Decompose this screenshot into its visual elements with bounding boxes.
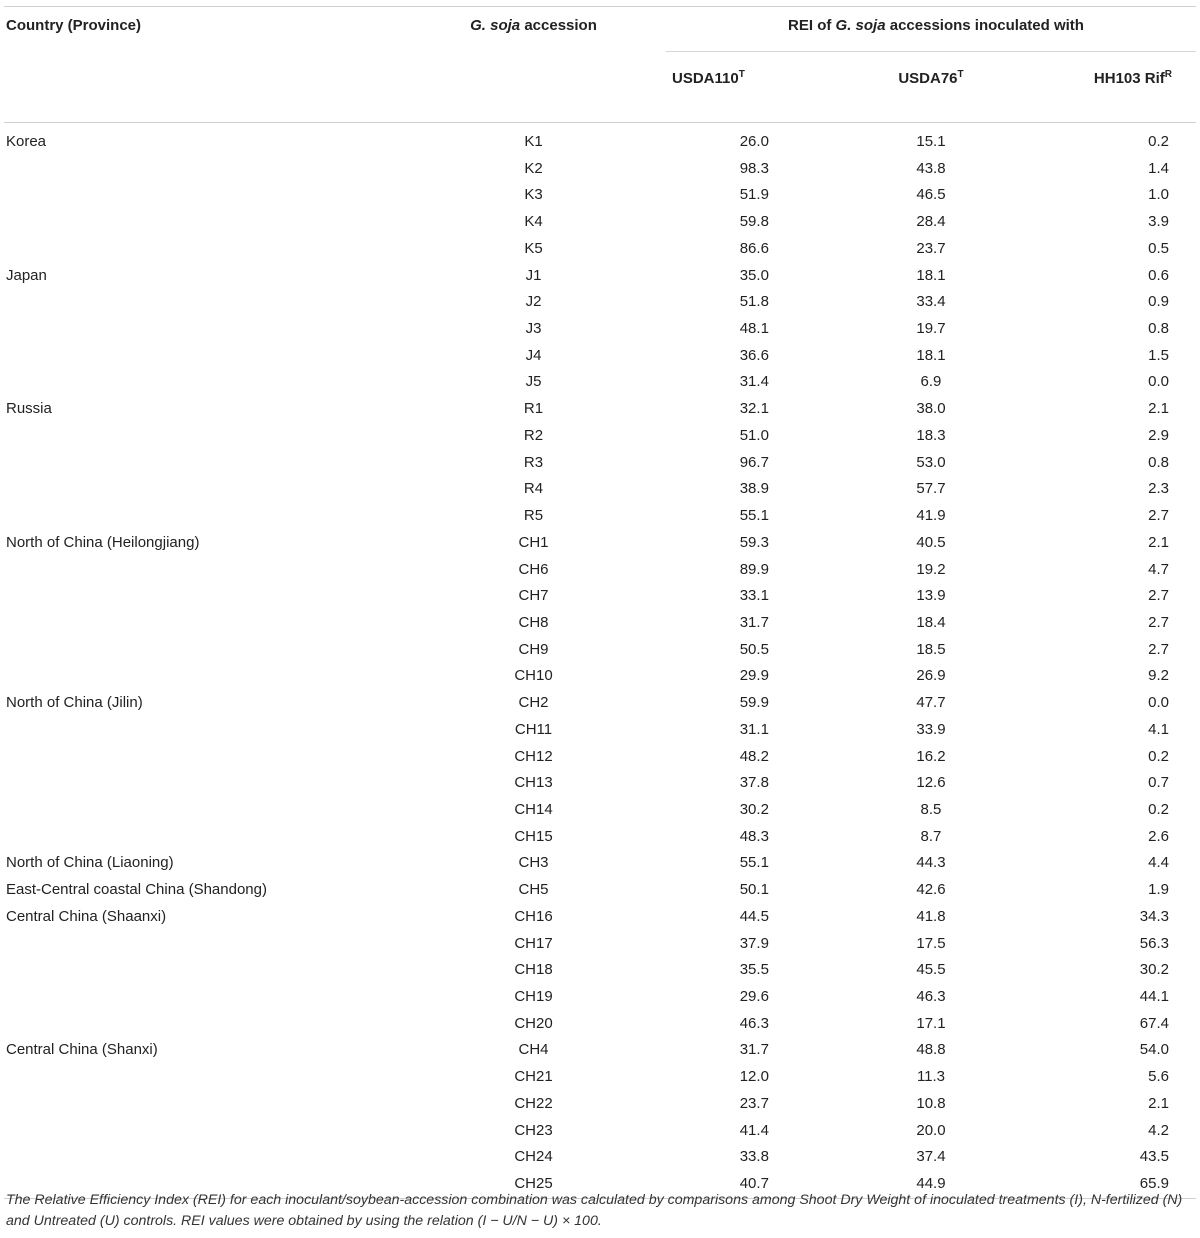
table-row [4, 369, 1196, 396]
table-row [4, 770, 1196, 797]
cell-usda76: 18.3 [916, 426, 946, 444]
header-usda110-label: USDA110 [672, 70, 739, 87]
cell-usda76: 37.4 [916, 1148, 946, 1166]
cell-hh103: 0.8 [1148, 320, 1169, 338]
cell-country [4, 289, 401, 316]
cell-hh103: 1.4 [1148, 159, 1169, 177]
cell-usda110: 33.8 [739, 1148, 769, 1166]
cell-accession: J5 [525, 373, 542, 391]
cell-hh103: 2.9 [1148, 426, 1169, 444]
cell-accession: J4 [525, 346, 542, 364]
cell-hh103: 34.3 [1139, 907, 1169, 925]
table-body [4, 123, 1196, 1199]
cell-accession: CH20 [514, 1014, 553, 1032]
table-row [4, 583, 1196, 610]
cell-hh103: 2.7 [1148, 640, 1169, 658]
table-row [4, 530, 1196, 557]
cell-usda76: 8.5 [920, 800, 942, 818]
cell-usda76: 18.1 [916, 266, 946, 284]
cell-usda76: 48.8 [916, 1041, 946, 1059]
table-row [4, 931, 1196, 958]
cell-country [4, 663, 401, 690]
cell-usda76: 17.5 [916, 934, 946, 952]
cell-hh103: 4.4 [1148, 854, 1169, 872]
cell-hh103: 2.7 [1148, 587, 1169, 605]
cell-usda110: 48.3 [739, 827, 769, 845]
cell-accession: CH2 [518, 694, 549, 712]
header-group-italic: G. soja [835, 17, 886, 34]
cell-usda110: 51.9 [739, 186, 769, 204]
cell-accession: CH14 [514, 800, 553, 818]
cell-usda76: 42.6 [916, 881, 946, 899]
cell-usda110: 98.3 [739, 159, 769, 177]
cell-hh103: 4.7 [1148, 560, 1169, 578]
cell-usda110: 29.6 [739, 988, 769, 1005]
cell-country [4, 557, 401, 584]
cell-usda76: 41.9 [916, 507, 946, 525]
header-usda76-sup: T [957, 69, 964, 80]
cell-usda76: 12.6 [916, 774, 946, 792]
header-usda110-sup: T [738, 69, 745, 80]
cell-country [4, 583, 401, 610]
cell-hh103: 4.1 [1148, 720, 1169, 738]
cell-usda76: 47.7 [916, 694, 946, 712]
table-row [4, 744, 1196, 771]
cell-country: Central China (Shaanxi) [6, 907, 167, 925]
cell-accession: CH24 [514, 1148, 553, 1166]
cell-usda76: 46.3 [916, 988, 946, 1005]
cell-usda76: 53.0 [916, 453, 946, 471]
cell-hh103: 5.6 [1148, 1068, 1169, 1086]
cell-usda76: 10.8 [916, 1094, 946, 1112]
cell-accession: CH8 [518, 613, 549, 631]
table-row [4, 850, 1196, 877]
cell-usda76: 28.4 [916, 213, 946, 231]
cell-usda76: 33.9 [916, 720, 946, 738]
cell-country: Korea [6, 133, 47, 150]
cell-country [4, 610, 401, 637]
cell-usda110: 51.8 [739, 293, 769, 311]
cell-country [4, 957, 401, 984]
cell-usda110: 35.0 [739, 266, 769, 284]
cell-usda76: 33.4 [916, 293, 946, 311]
cell-accession: CH6 [518, 560, 549, 578]
cell-accession: CH17 [514, 934, 553, 952]
header-group [666, 7, 1196, 52]
cell-hh103: 2.6 [1148, 827, 1169, 845]
cell-hh103: 0.2 [1148, 747, 1169, 765]
cell-accession: CH4 [518, 1041, 549, 1059]
cell-hh103: 0.5 [1148, 239, 1169, 257]
cell-hh103: 1.0 [1148, 186, 1169, 204]
table-row [4, 717, 1196, 744]
cell-accession: J2 [525, 293, 542, 311]
cell-hh103: 2.1 [1148, 400, 1169, 418]
table-row [4, 1011, 1196, 1038]
table-row [4, 343, 1196, 370]
table-row [4, 123, 1196, 156]
table-row [4, 1091, 1196, 1118]
cell-hh103: 67.4 [1139, 1014, 1169, 1032]
cell-hh103: 0.9 [1148, 293, 1169, 311]
header-usda110 [666, 52, 843, 123]
table-row [4, 396, 1196, 423]
cell-accession: CH11 [514, 720, 553, 738]
cell-usda76: 15.1 [916, 133, 946, 150]
cell-usda76: 13.9 [916, 587, 946, 605]
cell-accession: K4 [524, 213, 543, 231]
cell-usda76: 11.3 [916, 1068, 946, 1086]
cell-country [4, 717, 401, 744]
cell-accession: CH21 [514, 1068, 553, 1086]
cell-usda110: 96.7 [739, 453, 769, 471]
cell-usda76: 19.7 [916, 320, 946, 338]
cell-country [4, 156, 401, 183]
table-page [0, 6, 1200, 1238]
cell-accession: CH7 [518, 587, 549, 605]
cell-accession: R3 [523, 453, 544, 471]
header-row-2 [4, 52, 1196, 123]
cell-country: Japan [6, 266, 47, 284]
cell-hh103: 65.9 [1019, 1171, 1196, 1198]
cell-usda110: 55.1 [739, 854, 769, 872]
cell-usda110: 36.6 [739, 346, 769, 364]
cell-accession: R5 [523, 507, 544, 525]
footnote: The Relative Efficiency Index (REI) for each inoculant/soybean-accession combination was calculated by comparisons among Shoot Dry Weight of inoculated treatments (I), N-fertilized (N) and Untreated (U) controls. REI values were obtained by using the relation (I − U/N − U) × 100. [6, 1192, 1183, 1229]
cell-usda110: 12.0 [739, 1068, 769, 1086]
cell-accession: CH1 [518, 533, 549, 551]
table-row [4, 503, 1196, 530]
cell-accession: K5 [524, 239, 543, 257]
table-row [4, 423, 1196, 450]
cell-usda76: 41.8 [916, 907, 946, 925]
table-row [4, 957, 1196, 984]
cell-usda110: 59.9 [739, 694, 769, 712]
table-row [4, 156, 1196, 183]
cell-accession: CH19 [514, 988, 553, 1005]
cell-usda76: 16.2 [916, 747, 946, 765]
cell-country [4, 369, 401, 396]
table-row [4, 610, 1196, 637]
cell-accession: K3 [524, 186, 543, 204]
cell-usda110: 59.8 [739, 213, 769, 231]
cell-hh103: 3.9 [1148, 213, 1169, 231]
header-group-prefix: REI of [788, 17, 836, 34]
cell-accession: CH15 [514, 827, 553, 845]
cell-country [4, 824, 401, 851]
table-row [4, 1144, 1196, 1171]
cell-usda110: 32.1 [739, 400, 769, 418]
cell-accession: CH3 [518, 854, 549, 872]
cell-hh103: 44.1 [1139, 988, 1169, 1005]
cell-country [4, 1091, 401, 1118]
table-row [4, 289, 1196, 316]
cell-usda110: 86.6 [739, 239, 769, 257]
cell-usda110: 44.5 [739, 907, 769, 925]
cell-accession: R1 [523, 400, 544, 418]
table-row [4, 209, 1196, 236]
cell-country: East-Central coastal China (Shandong) [6, 881, 267, 899]
header-hh103 [1019, 52, 1196, 123]
table-row [4, 663, 1196, 690]
cell-usda110: 35.5 [739, 961, 769, 979]
cell-country: Central China (Shanxi) [6, 1041, 158, 1059]
cell-country [4, 316, 401, 343]
cell-usda76: 8.7 [920, 827, 942, 845]
cell-usda110: 31.7 [739, 1041, 769, 1059]
cell-usda110: 51.0 [739, 426, 769, 444]
cell-usda110: 30.2 [739, 800, 769, 818]
header-spacer-1 [4, 52, 401, 123]
table-row [4, 476, 1196, 503]
cell-accession: J1 [525, 266, 542, 284]
cell-usda110: 55.1 [739, 507, 769, 525]
cell-hh103: 56.3 [1139, 934, 1169, 952]
cell-usda110: 89.9 [739, 560, 769, 578]
header-row-1 [4, 7, 1196, 52]
cell-usda110: 26.0 [739, 133, 769, 150]
cell-usda110: 38.9 [739, 480, 769, 498]
cell-usda76: 45.5 [916, 961, 946, 979]
cell-accession: CH5 [518, 881, 549, 899]
cell-accession: J3 [525, 320, 542, 338]
table-row [4, 182, 1196, 209]
cell-usda110: 31.1 [739, 720, 769, 738]
table-row [4, 236, 1196, 263]
cell-hh103: 2.1 [1148, 533, 1169, 551]
cell-country [4, 476, 401, 503]
table-row [4, 1118, 1196, 1145]
cell-accession: R2 [523, 426, 544, 444]
cell-hh103: 0.2 [1148, 800, 1169, 818]
cell-country [4, 182, 401, 209]
cell-usda110: 48.2 [739, 747, 769, 765]
cell-usda110: 37.8 [739, 774, 769, 792]
cell-country: Russia [6, 400, 52, 418]
table-row [4, 450, 1196, 477]
cell-usda76: 19.2 [916, 560, 946, 578]
table-row [4, 637, 1196, 664]
cell-hh103: 43.5 [1139, 1148, 1169, 1166]
cell-usda76: 40.5 [916, 533, 946, 551]
cell-hh103: 1.9 [1148, 881, 1169, 899]
cell-usda76: 20.0 [916, 1121, 946, 1139]
cell-hh103: 0.0 [1148, 373, 1169, 391]
cell-accession: K2 [524, 159, 543, 177]
cell-usda76: 46.5 [916, 186, 946, 204]
table-row [4, 797, 1196, 824]
table-row [4, 824, 1196, 851]
cell-usda110: 48.1 [739, 320, 769, 338]
cell-accession: CH9 [518, 640, 549, 658]
table-row [4, 877, 1196, 904]
cell-usda110: 50.5 [739, 640, 769, 658]
cell-accession: CH10 [514, 667, 553, 685]
cell-country: North of China (Liaoning) [6, 854, 174, 872]
header-accession-italic: G. soja [470, 17, 521, 34]
cell-accession: R4 [523, 480, 544, 498]
cell-country [4, 423, 401, 450]
cell-hh103: 1.5 [1148, 346, 1169, 364]
cell-usda76: 26.9 [916, 667, 946, 685]
cell-accession: CH16 [514, 907, 553, 925]
cell-accession: CH13 [514, 774, 553, 792]
cell-country [4, 770, 401, 797]
cell-country [4, 931, 401, 958]
header-accession-rest: accession [520, 17, 597, 34]
cell-hh103: 4.2 [1148, 1121, 1169, 1139]
cell-country [4, 637, 401, 664]
cell-accession: CH12 [514, 747, 553, 765]
cell-usda110: 29.9 [739, 667, 769, 685]
cell-usda76: 17.1 [916, 1014, 946, 1032]
cell-accession: CH22 [514, 1094, 553, 1112]
cell-country [4, 1064, 401, 1091]
cell-accession: K1 [524, 133, 543, 150]
cell-usda110: 50.1 [739, 881, 769, 899]
cell-hh103: 2.7 [1148, 507, 1169, 525]
cell-usda110: 31.4 [739, 373, 769, 391]
cell-accession: CH25 [401, 1171, 666, 1198]
cell-country [4, 797, 401, 824]
cell-usda76: 18.1 [916, 346, 946, 364]
table-row [4, 690, 1196, 717]
rei-table [4, 7, 1196, 1199]
cell-usda76: 43.8 [916, 159, 946, 177]
cell-hh103: 0.7 [1148, 774, 1169, 792]
cell-usda110: 40.7 [666, 1171, 843, 1198]
cell-hh103: 9.2 [1148, 667, 1169, 685]
cell-country [4, 744, 401, 771]
table-row [4, 316, 1196, 343]
cell-usda110: 41.4 [739, 1121, 769, 1139]
cell-hh103: 0.0 [1148, 694, 1169, 712]
cell-country [4, 450, 401, 477]
table-row [4, 1037, 1196, 1064]
cell-hh103: 0.2 [1148, 133, 1169, 150]
cell-usda76: 18.4 [916, 613, 946, 631]
header-usda76 [843, 52, 1020, 123]
header-group-suffix: accessions inoculated with [885, 17, 1084, 34]
cell-country [4, 1118, 401, 1145]
header-hh103-sup: R [1164, 69, 1172, 80]
cell-usda76: 57.7 [916, 480, 946, 498]
table-row [4, 904, 1196, 931]
cell-hh103: 2.7 [1148, 613, 1169, 631]
cell-country [4, 503, 401, 530]
cell-country [4, 236, 401, 263]
header-country: Country (Province) [6, 17, 142, 34]
cell-usda110: 31.7 [739, 613, 769, 631]
cell-usda110: 37.9 [739, 934, 769, 952]
cell-hh103: 30.2 [1139, 961, 1169, 979]
cell-usda110: 33.1 [739, 587, 769, 605]
cell-country: North of China (Heilongjiang) [6, 533, 200, 551]
cell-country [4, 1144, 401, 1171]
cell-usda76: 23.7 [916, 239, 946, 257]
cell-accession: CH23 [514, 1121, 553, 1139]
cell-usda76: 18.5 [916, 640, 946, 658]
cell-hh103: 0.8 [1148, 453, 1169, 471]
cell-usda76: 38.0 [916, 400, 946, 418]
header-hh103-label: HH103 Rif [1093, 70, 1165, 87]
cell-country [4, 343, 401, 370]
cell-hh103: 2.3 [1148, 480, 1169, 498]
cell-hh103: 2.1 [1148, 1094, 1169, 1112]
table-row [4, 1064, 1196, 1091]
table-row [4, 557, 1196, 584]
cell-usda76: 44.9 [843, 1171, 1020, 1198]
table-row [4, 263, 1196, 290]
cell-usda110: 23.7 [739, 1094, 769, 1112]
header-accession [401, 7, 666, 52]
cell-accession: CH18 [514, 961, 553, 979]
cell-country [4, 1011, 401, 1038]
cell-usda76: 6.9 [920, 373, 942, 391]
cell-country: North of China (Jilin) [6, 694, 143, 712]
cell-usda110: 46.3 [739, 1014, 769, 1032]
cell-country [4, 209, 401, 236]
header-usda76-label: USDA76 [898, 70, 958, 87]
cell-hh103: 0.6 [1148, 266, 1169, 284]
table-row [4, 984, 1196, 1011]
cell-usda76: 44.3 [916, 854, 946, 872]
header-spacer-2 [401, 52, 666, 123]
cell-country [4, 984, 401, 1011]
cell-hh103: 54.0 [1139, 1041, 1169, 1059]
cell-usda110: 59.3 [739, 533, 769, 551]
